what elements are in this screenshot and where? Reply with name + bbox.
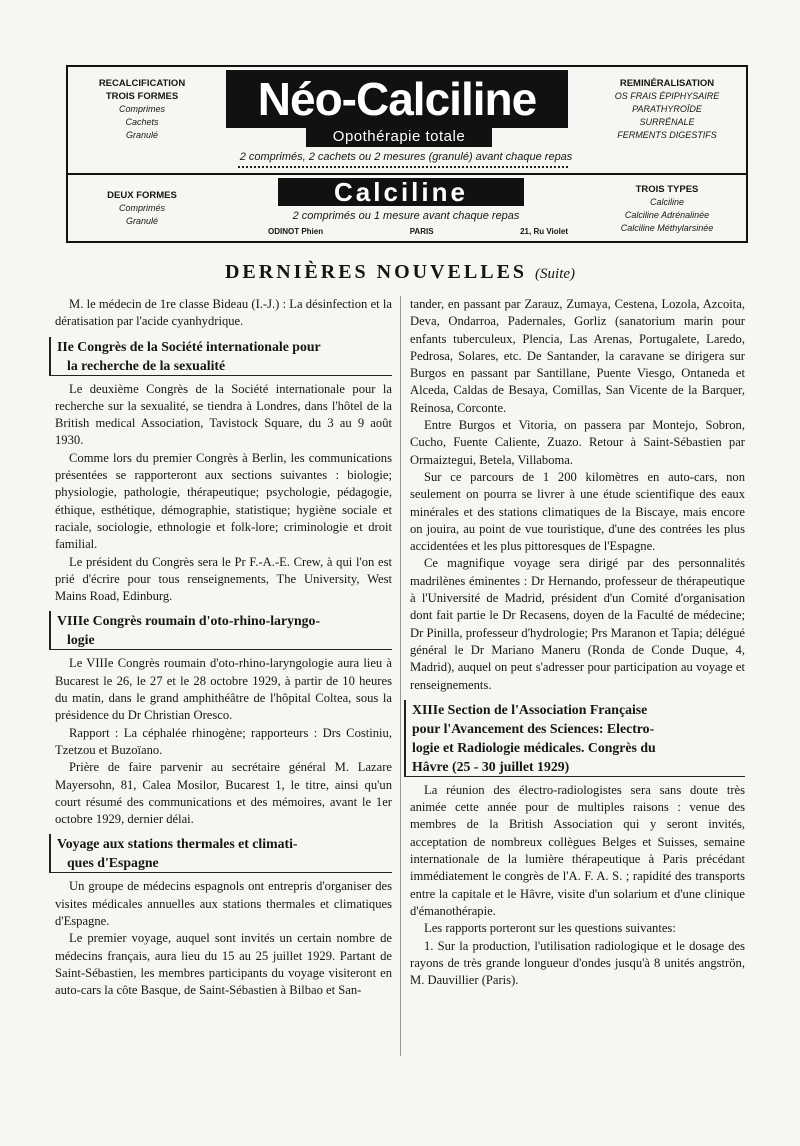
page-title-suite: (Suite) bbox=[535, 266, 576, 282]
section-heading-electrologie bbox=[404, 700, 745, 777]
section-heading-voyage bbox=[49, 834, 392, 873]
brand-neo-calciline: Néo-Calciline bbox=[226, 70, 568, 128]
section-heading-line: Voyage aux stations thermales et climati- bbox=[57, 836, 298, 852]
ad-maker: ODINOT Phien bbox=[268, 227, 324, 236]
ad-top-right bbox=[592, 77, 742, 142]
page-title-text: DERNIÈRES NOUVELLES bbox=[224, 261, 528, 283]
paragraph: La réunion des électro-radiologistes sera sans doute très animée cette année pour de multiples raisons : venue des membres de la British Association qui y seront invités, acceptation de nombreux collègues Belges et Suisses, semaine internationale de la lumière thérapeutique à Paris précédant immédiatement le congrès de l'A. F. A. S. ; rapidité des transports entre la capitale et le Hâvre, visite d'un solarium et d'une clinique d'émanothérapie. bbox=[410, 782, 745, 918]
right-column bbox=[410, 296, 745, 989]
paragraph: Le premier voyage, auquel sont invités un certain nombre de médecins français, aura lieu du 15 au 25 juillet 1929. Partant de Saint-Sébastien, les membres participants du voyage visiteront en auto-cars la côte Basque, de Saint-Sébastien à Bilbao et San- bbox=[55, 931, 392, 998]
ad-tl-item: Comprimes bbox=[118, 104, 165, 114]
column-divider bbox=[400, 296, 401, 1056]
ad-address: 21, Ru Violet bbox=[520, 227, 568, 236]
paragraph: Un groupe de médecins espagnols ont entrepris d'organiser des visites médicales annuelles aux stations thermales et climatiques d'Espagne. bbox=[55, 879, 392, 929]
ad-bl-item: Granulé bbox=[125, 216, 159, 226]
paragraph: tander, en passant par Zarauz, Zumaya, Cestena, Lozola, Azcoita, Deva, Ondarroa, Padernales, Gorliz (sanatorium marin pour enfants tuberculeux, Plencia, Las Arenas, Portugalete, Laredo, Pedrosa, Solares, etc. De Santander, la caravane se dirigera sur Burgos en passant par Santillane, Puente Viesgo, Ontaneda et Alceda, Caldas de Besaya, Comillas, San Vicente de la Barquer, Reinosa, Corconte. bbox=[410, 297, 745, 415]
section-heading-line: VIIIe Congrès roumain d'oto-rhino-laryngo- bbox=[57, 613, 321, 629]
paragraph: 1. Sur la production, l'utilisation radiologique et le dosage des rayons de très grande longueur d'ondes jusqu'à 8 unités angströn, M. Dauvillier (Paris). bbox=[410, 938, 745, 988]
ad-tl-title: RECALCIFICATION bbox=[98, 78, 186, 89]
paragraph: Ce magnifique voyage sera dirigé par des personnalités madrilènes éminentes : Dr Hernando, professeur de thérapeutique à l'Université de Madrid, président d'un Comité d'organisation dont fait partie le Dr Recasens, doyen de la Faculté de médecine; Dr Pinilla, professeur d'hydrologie; Prs Maranon et Tapia; délégué général le Dr Mariano Maneru (Ronda de Conde Duque, 4, Madrid), auquel on peut s'adresser pour participation au voyage et renseignements. bbox=[410, 556, 745, 692]
ad-city: PARIS bbox=[409, 227, 434, 236]
section-heading-line: la recherche de la sexualité bbox=[67, 357, 226, 373]
section-heading-line: Hâvre (25 - 30 juillet 1929) bbox=[412, 758, 570, 774]
brand-neo-calciline-subtitle: Opothérapie totale bbox=[306, 127, 492, 147]
intro-paragraph: M. le médecin de 1re classe Bideau (I.-J.) : La désinfection et la dératisation par l'acide cyanhydrique. bbox=[55, 297, 392, 329]
paragraph: Entre Burgos et Vitoria, on passera par Montejo, Sobron, Cucho, Fuente Caliente, Zuazo. Retour à Saint-Sébastien par Ormaiztegui, Betela, Villaboma. bbox=[410, 418, 745, 467]
paragraph: Sur ce parcours de 1 200 kilomètres en auto-cars, non seulement on pourra se livrer à une étude scientifique des eaux minérales et des stations climatiques de la Biscaye, mais encore on jouira, au point de vue touristique, d'une des contrées les plus accidentées et les plus pittoresques de l'Espagne. bbox=[410, 469, 745, 554]
paragraph: Le président du Congrès sera le Pr F.-A.-E. Crew, à qui l'on est prié d'écrire pour tous renseignements, The University, West Mains Road, Edinburg. bbox=[55, 554, 392, 604]
paragraph: Les rapports porteront sur les questions suivantes: bbox=[424, 921, 676, 936]
paragraph: Le VIIIe Congrès roumain d'oto-rhino-laryngologie aura lieu à Bucarest le 26, le 27 et le 28 octobre 1929, à partir de 10 heures du matin, dans le grand amphithéâtre de l'hôpital Coltea, sous la présidence du Dr Christian Oresco. bbox=[55, 656, 392, 723]
ad-bottom-left bbox=[72, 189, 212, 228]
ad-tl-subtitle: TROIS FORMES bbox=[105, 91, 179, 102]
section-heading-line: XIIIe Section de l'Association Française bbox=[412, 701, 648, 717]
ad-tr-title: REMINÉRALISATION bbox=[619, 78, 715, 89]
ad-br-item: Calciline Méthylarsinée bbox=[620, 223, 714, 233]
brand-calciline-dosage: 2 comprimés ou 1 mesure avant chaque repas bbox=[292, 210, 520, 222]
section-heading-line: ques d'Espagne bbox=[67, 855, 159, 871]
ad-tr-item: PARATHYROÏDE bbox=[632, 104, 702, 114]
ad-tr-item: FERMENTS DIGESTIFS bbox=[617, 130, 717, 140]
section-heading-line: IIe Congrès de la Société internationale pour bbox=[57, 338, 321, 354]
ad-br-title: TROIS TYPES bbox=[635, 184, 699, 195]
ad-tl-item: Granulé bbox=[125, 130, 159, 140]
paragraph: Comme lors du premier Congrès à Berlin, les communications présentées se rapporteront aux sections suivantes : biologie; physiologie, pathologie, thérapeutique; psychologie, pédagogie, éthique, esthétique, démographie, statistique; hygiène sociale et raciale, sociologie, ethnologie et folk-lore; criminologie et droit familial. bbox=[55, 450, 392, 552]
ad-top-left bbox=[72, 77, 212, 142]
brand-neo-calciline-dosage: 2 comprimés, 2 cachets ou 2 mesures (granulé) avant chaque repas bbox=[239, 151, 573, 163]
paragraph: Le deuxième Congrès de la Société internationale pour la recherche sur la sexualité, se tiendra à Londres, dans l'hôtel de la British medical Association, Tavistock Square, du 3 au 9 août 1930. bbox=[55, 381, 392, 448]
ad-divider bbox=[68, 173, 746, 175]
ad-bl-item: Comprimés bbox=[118, 203, 165, 213]
paragraph: Rapport : La céphalée rhinogène; rapporteurs : Drs Costiniu, Tzetzou et Buzoïano. bbox=[55, 725, 392, 757]
page-title bbox=[0, 261, 800, 284]
ad-footer bbox=[268, 227, 568, 236]
paragraph: Prière de faire parvenir au secrétaire général M. Lazare Mayersohn, 81, Calea Mosilor, Bucarest 1, le titre, ainsi qu'un court résumé des communications et des mémoires, avant le 1er octobre 1929, dernier délai. bbox=[55, 760, 392, 827]
section-heading-oto-rhino bbox=[49, 611, 392, 650]
section-heading-line: logie et Radiologie médicales. Congrès du bbox=[412, 739, 656, 755]
ad-br-item: Calciline bbox=[649, 197, 684, 207]
ad-br-item: Calciline Adrénalinée bbox=[624, 210, 710, 220]
advertisement-box bbox=[66, 65, 748, 243]
left-column bbox=[55, 296, 392, 1000]
section-heading-line: logie bbox=[67, 632, 95, 648]
ad-bl-title: DEUX FORMES bbox=[107, 190, 177, 201]
section-heading-sexualite bbox=[49, 337, 392, 376]
section-heading-line: pour l'Avancement des Sciences: Electro- bbox=[412, 720, 655, 736]
ad-tl-item: Cachets bbox=[125, 117, 159, 127]
dotted-divider bbox=[238, 166, 568, 168]
ad-bottom-right bbox=[592, 183, 742, 235]
brand-calciline: Calciline bbox=[278, 178, 524, 206]
ad-tr-item: SURRÉNALE bbox=[639, 117, 695, 127]
ad-tr-item: OS FRAIS ÉPIPHYSAIRE bbox=[614, 91, 720, 101]
